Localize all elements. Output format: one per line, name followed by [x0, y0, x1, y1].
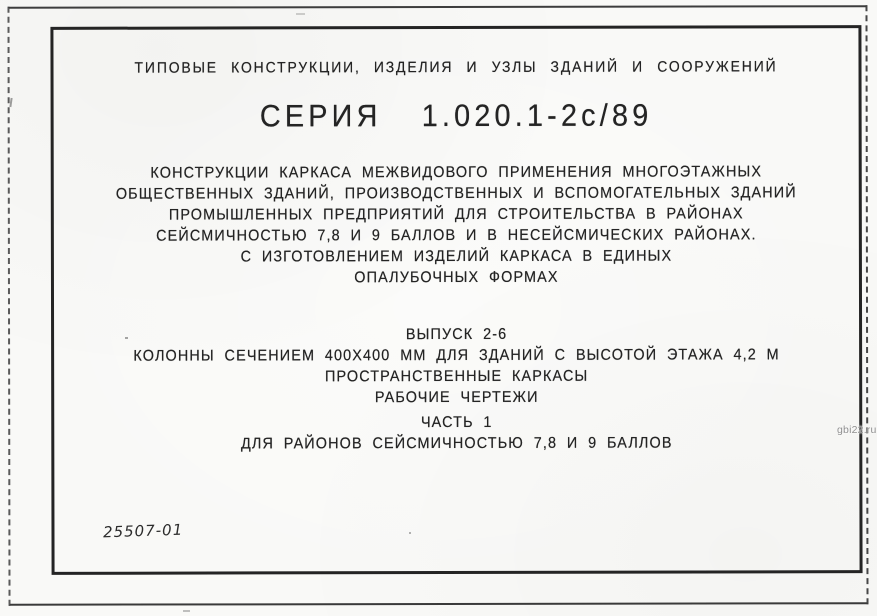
description-line: С ИЗГОТОВЛЕНИЕМ ИЗДЕЛИЙ КАРКАСА В ЕДИНЫХ [240, 247, 673, 266]
title-frame [50, 25, 862, 575]
description-line: СЕЙСМИЧНОСТЬЮ 7,8 И 9 БАЛЛОВ И В НЕСЕЙСМИЧЕСКИХ РАЙОНАХ. [156, 226, 757, 245]
part-label: ЧАСТЬ 1 [420, 413, 493, 432]
issue-line: РАБОЧИЕ ЧЕРТЕЖИ [374, 388, 539, 407]
issue-label: ВЫПУСК 2-6 [405, 325, 508, 344]
issue-line: ПРОСТРАНСТВЕННЫЕ КАРКАСЫ [324, 367, 589, 386]
description-line: КОНСТРУКЦИИ КАРКАСА МЕЖВИДОВОГО ПРИМЕНЕНИЯ МНОГОЭТАЖНЫХ [150, 163, 763, 182]
document-series-header: ТИПОВЫЕ КОНСТРУКЦИИ, ИЗДЕЛИЯ И УЗЛЫ ЗДАНИЙ И СООРУЖЕНИЙ [134, 58, 778, 77]
part-line: ДЛЯ РАЙОНОВ СЕЙСМИЧНОСТЬЮ 7,8 И 9 БАЛЛОВ [241, 434, 673, 453]
description-line: ОПАЛУБОЧНЫХ ФОРМАХ [354, 268, 559, 287]
description-line: ПРОМЫШЛЕННЫХ ПРЕДПРИЯТИЙ ДЛЯ СТРОИТЕЛЬСТВА В РАЙОНАХ [168, 205, 744, 224]
document-number: 25507-01 [102, 520, 184, 542]
issue-line: КОЛОННЫ СЕЧЕНИЕМ 400Х400 ММ ДЛЯ ЗДАНИЙ С ВЫСОТОЙ ЭТАЖА 4,2 М [133, 346, 780, 365]
series-title: СЕРИЯ 1.020.1-2с/89 [259, 97, 653, 134]
part-block [54, 411, 859, 455]
watermark: gbi22.ru [837, 424, 877, 436]
description-line: ОБЩЕСТВЕННЫХ ЗДАНИЙ, ПРОИЗВОДСТВЕННЫХ И ВСПОМОГАТЕЛЬНЫХ ЗДАНИЙ [115, 184, 797, 203]
issue-block [54, 323, 859, 409]
description-block [54, 161, 859, 289]
